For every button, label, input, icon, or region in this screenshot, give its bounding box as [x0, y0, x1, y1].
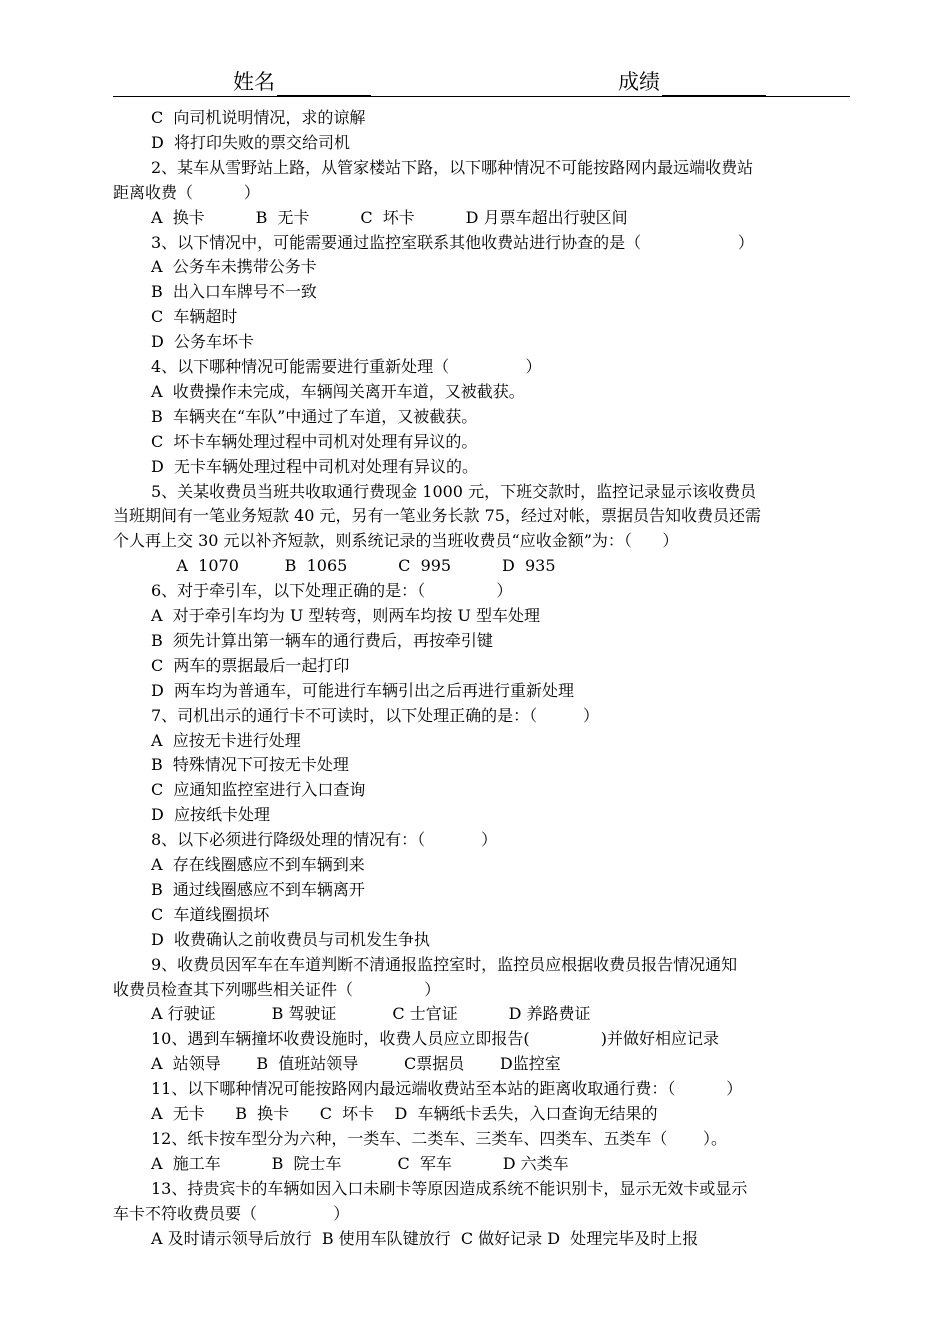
text-line: 10、遇到车辆撞坏收费设施时，收费人员应立即报告( )并做好相应记录 [151, 1029, 720, 1049]
text-line: A 站领导 B 值班站领导 C票据员 D监控室 [151, 1054, 561, 1074]
text-line: 13、持贵宾卡的车辆如因入口未刷卡等原因造成系统不能识别卡，显示无效卡或显示 [151, 1178, 748, 1198]
text-line: A 存在线圈感应不到车辆到来 [151, 855, 365, 874]
text-line: A 施工车 B 院士车 C 军车 D 六类车 [151, 1153, 569, 1173]
text-line: B 出入口车牌号不一致 [151, 282, 317, 302]
text-line: C 坏卡车辆处理过程中司机对处理有异议的。 [151, 431, 478, 451]
text-line: B 通过线圈感应不到车辆离开 [151, 879, 365, 899]
text-line: 9、收费员因军车在车道判断不清通报监控室时，监控员应根据收费员报告情况通知 [151, 954, 738, 974]
page-header [113, 62, 850, 97]
text-line: 12、纸卡按车型分为六种，一类车、二类车、三类车、四类车、五类车（ ）。 [151, 1128, 727, 1148]
text-line: A 公务车未携带公务卡 [151, 257, 317, 277]
text-line: C 两车的票据最后一起打印 [151, 655, 350, 675]
text-line: A 换卡 B 无卡 C 坏卡 D 月票车超出行驶区间 [151, 207, 628, 227]
text-line: 5、关某收费员当班共收取通行费现金 1000 元，下班交款时，监控记录显示该收费员 [151, 481, 757, 501]
name-blank[interactable] [277, 73, 371, 96]
text-line: 2、某车从雪野站上路，从管家楼站下路，以下哪种情况不可能按路网内最远端收费站 [151, 157, 754, 177]
text-line: D 公务车坏卡 [151, 332, 255, 352]
text-line: D 将打印失败的票交给司机 [151, 132, 351, 152]
text-line: B 车辆夹在“车队”中通过了车道，又被截获。 [151, 406, 478, 426]
score-field [618, 66, 766, 96]
text-line: D 两车均为普通车，可能进行车辆引出之后再进行重新处理 [151, 680, 575, 700]
text-line: C 应通知监控室进行入口查询 [151, 780, 366, 800]
text-line: 8、以下必须进行降级处理的情况有：（ ） [151, 830, 498, 850]
text-line: A 应按无卡进行处理 [151, 730, 301, 750]
text-line: A 行驶证 B 驾驶证 C 士官证 D 养路费证 [151, 1004, 591, 1024]
score-label: 成绩 [618, 70, 660, 94]
text-line: 个人再上交 30 元以补齐短款，则系统记录的当班收费员“应收金额”为：（ ） [113, 531, 679, 551]
text-line: 4、以下哪种情况可能需要进行重新处理（ ） [151, 357, 542, 376]
name-field [233, 66, 371, 96]
text-line: B 特殊情况下可按无卡处理 [151, 755, 349, 775]
text-line: C 车辆超时 [151, 307, 238, 327]
score-blank[interactable] [662, 73, 766, 96]
text-line: A 无卡 B 换卡 C 坏卡 D 车辆纸卡丢失，入口查询无结果的 [151, 1104, 658, 1123]
text-line: 当班期间有一笔业务短款 40 元，另有一笔业务长款 75，经过对帐，票据员告知收费员还需 [113, 506, 761, 526]
text-line: 收费员检查其下列哪些相关证件（ ） [113, 979, 441, 999]
text-line: A 收费操作未完成，车辆闯关离开车道，又被截获。 [151, 381, 525, 401]
name-label: 姓名 [233, 70, 275, 94]
text-line: C 车道线圈损坏 [151, 904, 270, 924]
text-line: 3、以下情况中，可能需要通过监控室联系其他收费站进行协查的是（ ） [151, 232, 754, 252]
text-line: 11、以下哪种情况可能按路网内最远端收费站至本站的距离收取通行费：（ ） [151, 1079, 743, 1099]
text-line: 7、司机出示的通行卡不可读时，以下处理正确的是：（ ） [151, 705, 599, 725]
text-line: B 须先计算出第一辆车的通行费后，再按牵引键 [151, 630, 493, 650]
text-line: 车卡不符收费员要（ ） [113, 1203, 350, 1223]
text-line: D 无卡车辆处理过程中司机对处理有异议的。 [151, 456, 479, 476]
text-line: D 收费确认之前收费员与司机发生争执 [151, 929, 431, 949]
text-line: A 1070 B 1065 C 995 D 935 [151, 556, 556, 576]
text-line: D 应按纸卡处理 [151, 805, 271, 825]
text-line: 距离收费（ ） [113, 182, 260, 202]
text-line: 6、对于牵引车，以下处理正确的是：（ ） [151, 581, 513, 601]
text-line: A 对于牵引车均为 U 型转弯，则两车均按 U 型车处理 [151, 606, 541, 625]
text-line: A 及时请示领导后放行 B 使用车队键放行 C 做好记录 D 处理完毕及时上报 [151, 1228, 699, 1248]
text-line: C 向司机说明情况，求的谅解 [151, 108, 366, 127]
